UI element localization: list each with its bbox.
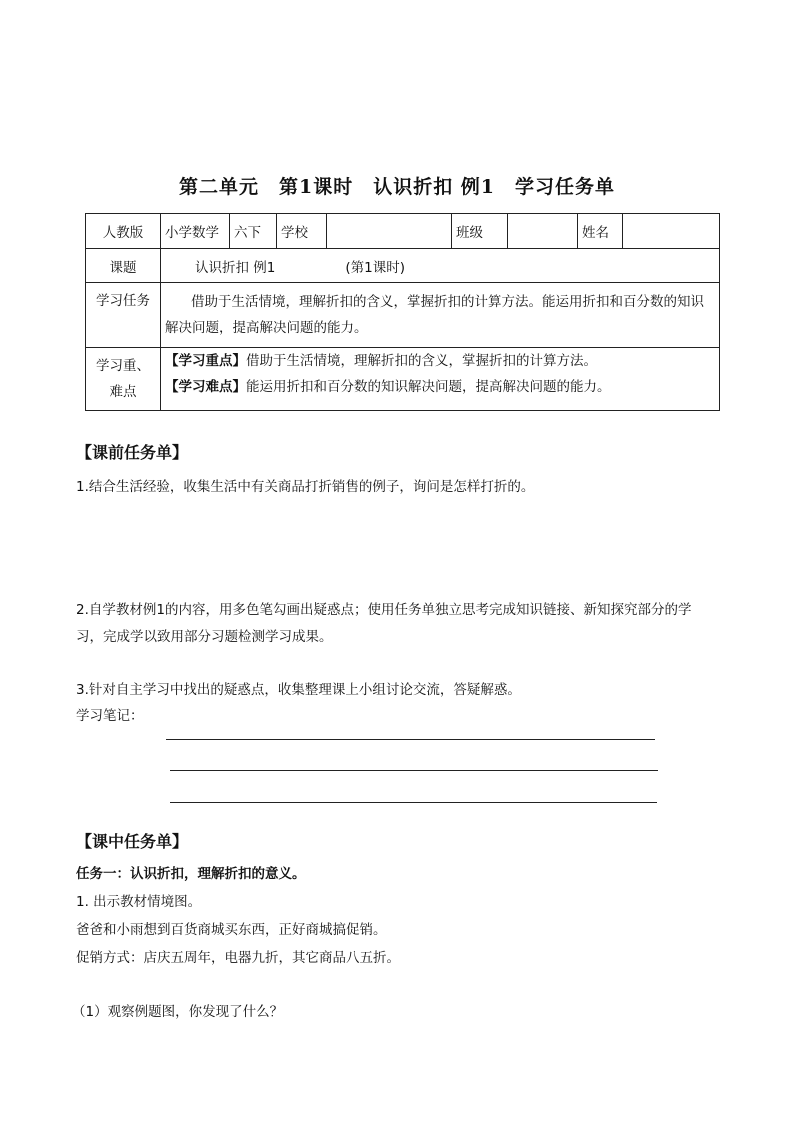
key-point-tag: 【学习重点】	[165, 353, 246, 369]
topic-label: 课题	[86, 249, 161, 283]
topic-session: (第1课时)	[345, 259, 406, 276]
difficulty-tag: 【学习难点】	[165, 379, 246, 395]
task-label: 学习任务	[86, 283, 161, 348]
in-class-heading: 【课中任务单】	[76, 832, 189, 851]
page-title: 第二单元 第1课时 认识折扣 例1 学习任务单	[178, 176, 616, 198]
subject-cell: 小学数学	[161, 214, 230, 249]
difficulty-text: 能运用折扣和百分数的知识解决问题，提高解决问题的能力。	[246, 379, 611, 395]
key-point-text: 借助于生活情境，理解折扣的含义，掌握折扣的计算方法。	[246, 353, 597, 369]
name-field[interactable]	[623, 214, 720, 249]
question-1: （1）观察例题图，你发现了什么？	[72, 1004, 284, 1020]
notes-line[interactable]	[166, 739, 655, 740]
task-one-title: 任务一：认识折扣，理解折扣的意义。	[76, 866, 306, 882]
task-text: 借助于生活情境，理解折扣的含义，掌握折扣的计算方法。能运用折扣和百分数的知识解决问题，提高解决问题的能力。	[161, 283, 720, 348]
key-label	[86, 348, 161, 411]
pre-item-2-line2: 习，完成学以致用部分习题检测学习成果。	[76, 629, 333, 645]
promo-text: 促销方式：店庆五周年，电器九折，其它商品八五折。	[76, 950, 400, 966]
pre-item-1: 1.结合生活经验，收集生活中有关商品打折销售的例子，询问是怎样打折的。	[76, 479, 535, 495]
notes-line[interactable]	[170, 802, 657, 803]
class-field[interactable]	[508, 214, 578, 249]
pre-item-3: 3.针对自主学习中找出的疑惑点，收集整理课上小组讨论交流，答疑解惑。	[76, 682, 521, 698]
school-label: 学校	[277, 214, 327, 249]
step-1: 1. 出示教材情境图。	[76, 894, 202, 910]
story-text: 爸爸和小雨想到百货商城买东西，正好商城搞促销。	[76, 922, 387, 938]
pre-class-heading: 【课前任务单】	[76, 443, 189, 462]
key-cell	[161, 348, 720, 411]
school-field[interactable]	[327, 214, 452, 249]
topic-cell	[161, 249, 720, 283]
class-label: 班级	[452, 214, 508, 249]
key-label-line1: 学习重、	[96, 358, 150, 374]
pre-item-2-line1: 2.自学教材例1的内容，用多色笔勾画出疑惑点；使用任务单独立思考完成知识链接、新知探究部分的学	[76, 602, 692, 618]
topic-value: 认识折扣 例1	[195, 259, 276, 276]
publisher-cell: 人教版	[86, 214, 161, 249]
notes-line[interactable]	[170, 770, 658, 771]
key-label-line2: 难点	[109, 384, 137, 400]
name-label: 姓名	[578, 214, 623, 249]
grade-cell: 六下	[230, 214, 277, 249]
info-table	[85, 213, 720, 411]
notes-label: 学习笔记：	[76, 708, 144, 724]
